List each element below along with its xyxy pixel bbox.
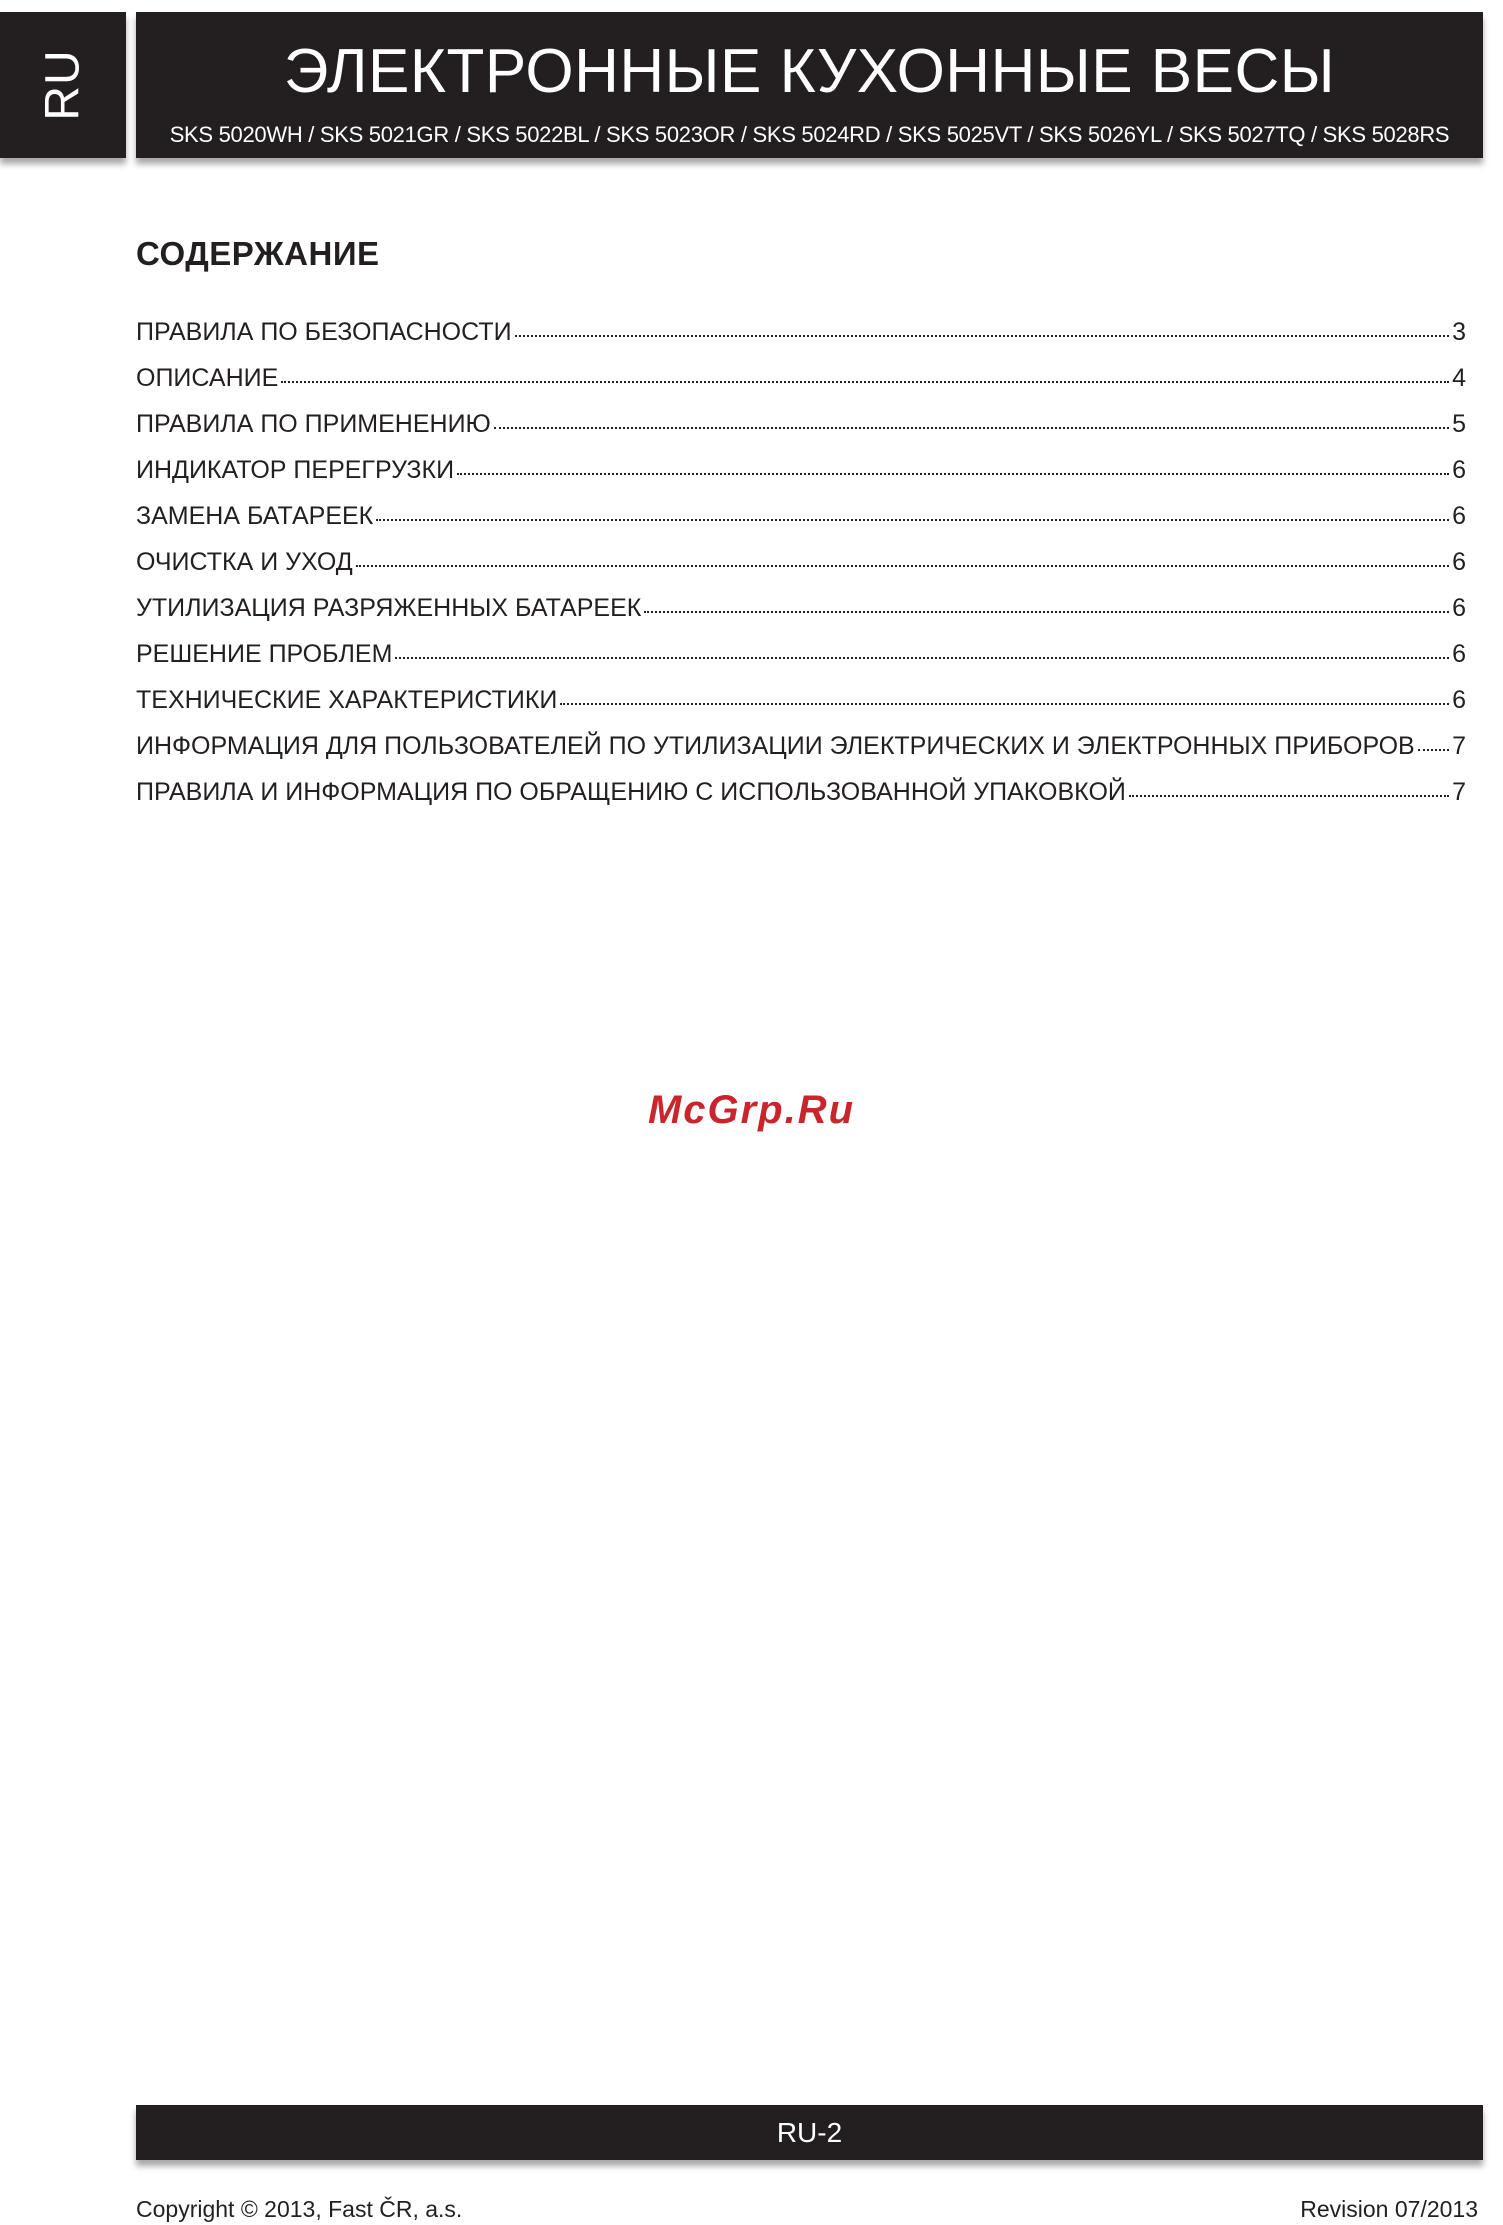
toc-dot-leader	[1418, 749, 1449, 751]
toc-entry[interactable]	[136, 594, 1466, 640]
toc-entry-label: ПРАВИЛА И ИНФОРМАЦИЯ ПО ОБРАЩЕНИЮ С ИСПОЛЬЗОВАННОЙ УПАКОВКОЙ	[136, 778, 1126, 806]
toc-entry-page: 6	[1452, 640, 1466, 668]
toc-entry-page: 7	[1452, 732, 1466, 760]
toc-entry-label: ОЧИСТКА И УХОД	[136, 548, 353, 576]
toc-entry-label: ИНФОРМАЦИЯ ДЛЯ ПОЛЬЗОВАТЕЛЕЙ ПО УТИЛИЗАЦИИ ЭЛЕКТРИЧЕСКИХ И ЭЛЕКТРОННЫХ ПРИБОРОВ	[136, 732, 1415, 760]
toc-entry-page: 5	[1452, 410, 1466, 438]
toc-entry-label: ТЕХНИЧЕСКИЕ ХАРАКТЕРИСТИКИ	[136, 686, 558, 714]
toc-dot-leader	[494, 427, 1449, 429]
toc-dot-leader	[1129, 795, 1449, 797]
toc-entry-page: 6	[1452, 594, 1466, 622]
toc-entry-label: ЗАМЕНА БАТАРЕЕК	[136, 502, 374, 530]
revision: Revision 07/2013	[1300, 2196, 1478, 2222]
toc-entry[interactable]	[136, 548, 1466, 594]
toc-dot-leader	[356, 565, 1449, 567]
toc-entry-label: ОПИСАНИЕ	[136, 364, 279, 392]
toc-heading: СОДЕРЖАНИЕ	[136, 235, 380, 272]
toc-dot-leader	[281, 381, 1449, 383]
toc-entry[interactable]	[136, 686, 1466, 732]
language-code: RU	[36, 49, 90, 121]
toc-entry-label: РЕШЕНИЕ ПРОБЛЕМ	[136, 640, 393, 668]
toc-entry[interactable]	[136, 502, 1466, 548]
toc-dot-leader	[644, 611, 1449, 613]
footer-bar	[136, 2105, 1483, 2160]
toc-entry-label: ПРАВИЛА ПО БЕЗОПАСНОСТИ	[136, 318, 512, 346]
language-tab	[0, 12, 126, 158]
copyright: Copyright © 2013, Fast ČR, a.s.	[136, 2196, 463, 2222]
document-title: ЭЛЕКТРОННЫЕ КУХОННЫЕ ВЕСЫ	[283, 37, 1336, 106]
toc-entry[interactable]	[136, 778, 1466, 824]
toc-entry[interactable]	[136, 732, 1466, 778]
toc-entry[interactable]	[136, 318, 1466, 364]
toc-dot-leader	[560, 703, 1449, 705]
toc-entry-page: 6	[1452, 502, 1466, 530]
page-number: RU-2	[776, 2117, 843, 2148]
toc-entry-page: 3	[1452, 318, 1466, 346]
toc-entry-page: 6	[1452, 548, 1466, 576]
toc-entry-label: ИНДИКАТОР ПЕРЕГРУЗКИ	[136, 456, 455, 484]
watermark: McGrp.Ru	[647, 1088, 856, 1132]
toc-dot-leader	[376, 519, 1449, 521]
model-list: SKS 5020WH / SKS 5021GR / SKS 5022BL / SKS 5023OR / SKS 5024RD / SKS 5025VT / SKS 5026YL / SKS 5027TQ / SKS 5028RS	[169, 122, 1450, 147]
toc-dot-leader	[515, 335, 1450, 337]
toc-dot-leader	[395, 657, 1449, 659]
toc-entry[interactable]	[136, 456, 1466, 502]
toc-entry-label: ПРАВИЛА ПО ПРИМЕНЕНИЮ	[136, 410, 491, 438]
toc-entry-page: 7	[1452, 778, 1466, 806]
toc-entry-page: 6	[1452, 456, 1466, 484]
toc-dot-leader	[457, 473, 1449, 475]
header-bar	[136, 12, 1483, 158]
toc-entry-page: 4	[1452, 364, 1466, 392]
toc-entry[interactable]	[136, 640, 1466, 686]
toc-entry[interactable]	[136, 410, 1466, 456]
toc-entry-page: 6	[1452, 686, 1466, 714]
toc-entry-label: УТИЛИЗАЦИЯ РАЗРЯЖЕННЫХ БАТАРЕЕК	[136, 594, 642, 622]
toc-entry[interactable]	[136, 364, 1466, 410]
table-of-contents	[136, 318, 1466, 824]
